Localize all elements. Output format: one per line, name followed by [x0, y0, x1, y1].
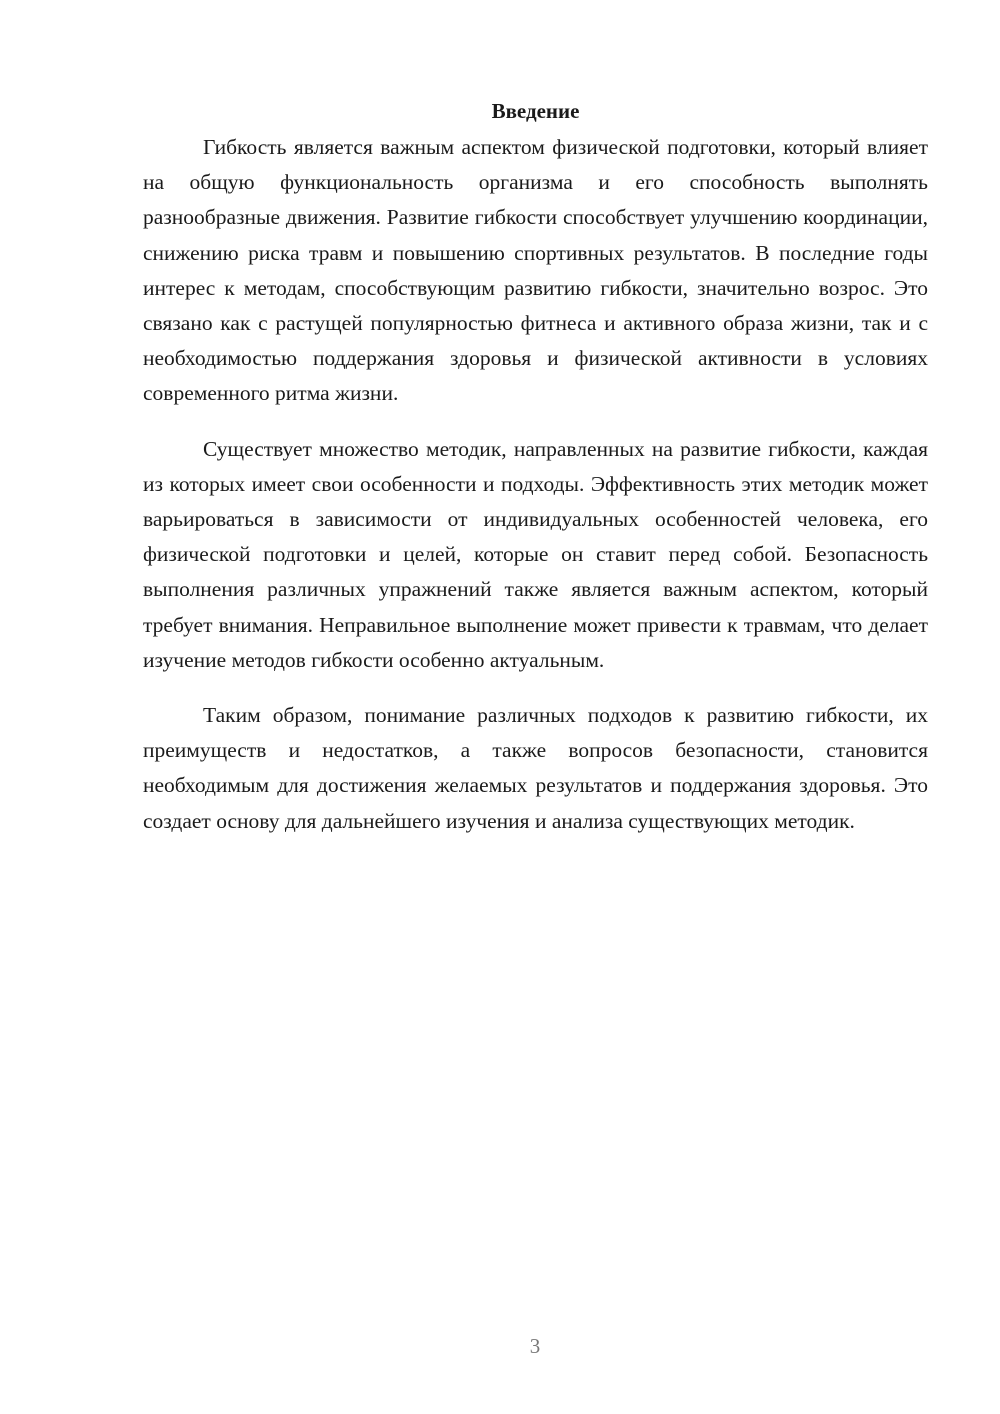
- page-content: [143, 96, 928, 859]
- section-heading: Введение: [491, 99, 580, 123]
- page-number: 3: [529, 1334, 541, 1358]
- paragraph-2: Существует множество методик, направленных на развитие гибкости, каждая из которых имеет свои особенности и подходы. Эффективность этих методик может варьироваться в зависимости от индивидуальных особенностей человека, его физической подготовки и целей, которые он ставит перед собой. Безопасность выполнения различных упражнений также является важным аспектом, который требует внимания. Неправильное выполнение может привести к травмам, что делает изучение методов гибкости особенно актуальным.: [143, 436, 928, 672]
- paragraph-1: Гибкость является важным аспектом физической подготовки, который влияет на общую функциональность организма и его способность выполнять разнообразные движения. Развитие гибкости способствует улучшению координации, снижению риска травм и повышению спортивных результатов. В последние годы интерес к методам, способствующим развитию гибкости, значительно возрос. Это связано как с растущей популярностью фитнеса и активного образа жизни, так и с необходимостью поддержания здоровья и физической активности в условиях современного ритма жизни.: [143, 135, 928, 406]
- paragraph-3: Таким образом, понимание различных подходов к развитию гибкости, их преимуществ и недостатков, а также вопросов безопасности, становится необходимым для достижения желаемых результатов и поддержания здоровья. Это создает основу для дальнейшего изучения и анализа существующих методик.: [143, 703, 928, 833]
